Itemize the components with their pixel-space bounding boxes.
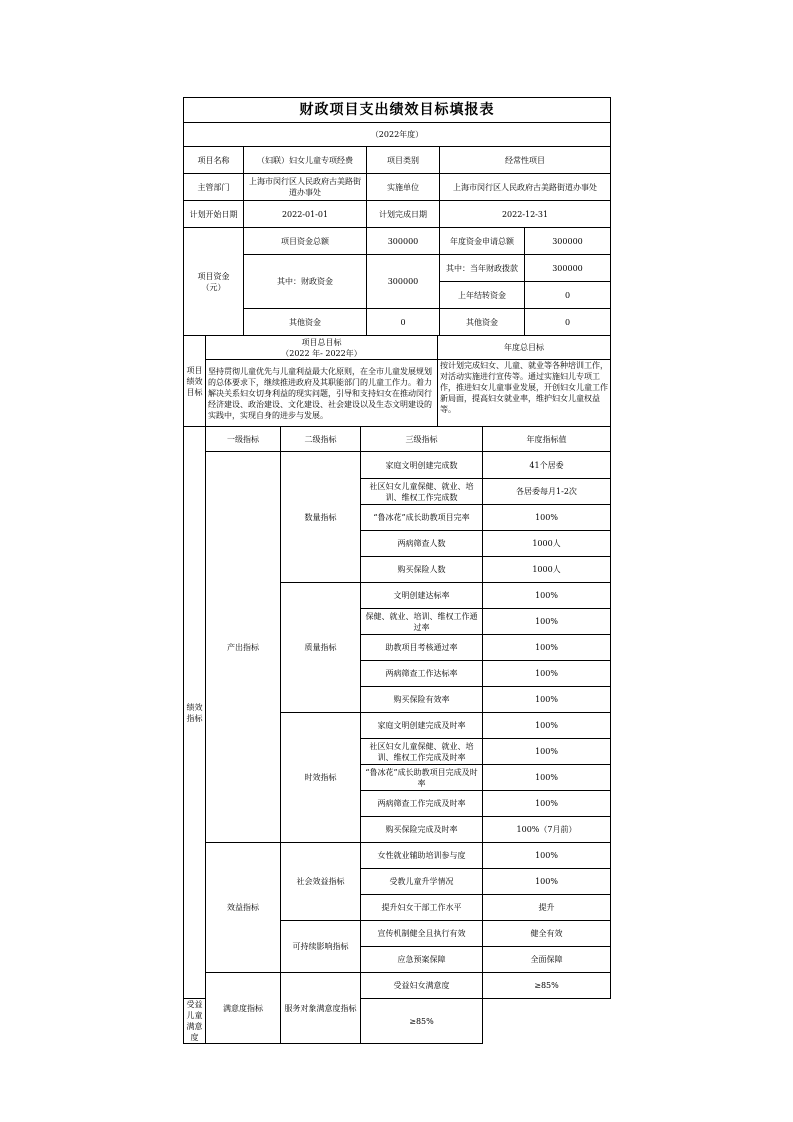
- quantity-indicator: 数量指标: [281, 452, 361, 583]
- form-year: （2022年度）: [184, 123, 611, 147]
- annual-goal-label: 年度总目标: [438, 336, 611, 360]
- impl: 上海市闵行区人民政府古美路街道办事处: [440, 174, 611, 201]
- carry-value: 0: [525, 282, 611, 309]
- performance-form: [183, 97, 610, 1044]
- satisfaction-indicator: 满意度指标: [206, 973, 281, 1044]
- current-value: 300000: [525, 255, 611, 282]
- indicator-value: ≥85%: [361, 999, 483, 1044]
- benefit-indicator: 效益指标: [206, 843, 281, 973]
- fiscal-label: 其中：财政资金: [244, 255, 367, 309]
- header-level1: 一级指标: [206, 427, 281, 452]
- info-table: [183, 97, 611, 336]
- indicator-name: 购买保险完成及时率: [361, 817, 483, 843]
- indicator-name: 购买保险有效率: [361, 687, 483, 713]
- indicator-name: 社区妇女儿童保健、就业、培训、维权工作完成数: [361, 479, 483, 505]
- overall-goal-label: 项目总目标: [301, 337, 342, 347]
- end-label: 计划完成日期: [367, 201, 440, 228]
- indicator-name: 家庭文明创建完成及时率: [361, 713, 483, 739]
- indicator-value: 100%: [483, 505, 611, 531]
- indicator-name: 文明创建达标率: [361, 583, 483, 609]
- indicator-value: 各居委每月1-2次: [483, 479, 611, 505]
- carry-label: 上年结转资金: [440, 282, 525, 309]
- indicator-value: 100%: [483, 609, 611, 635]
- overall-goal-header: [206, 336, 438, 360]
- annual-label: 年度资金申请总额: [440, 228, 525, 255]
- funds-label-text: 项目资金（元）: [197, 271, 230, 292]
- form-title: 财政项目支出绩效目标填报表: [184, 98, 611, 123]
- other-value: 0: [367, 309, 440, 336]
- indicator-value: 100%: [483, 635, 611, 661]
- indicator-name: 女性就业辅助培训参与度: [361, 843, 483, 869]
- indicator-value: 提升: [483, 895, 611, 921]
- header-level3: 三级指标: [361, 427, 483, 452]
- dept-label: 主管部门: [184, 174, 244, 201]
- category-label: 项目类别: [367, 147, 440, 174]
- indicator-value: 1000人: [483, 531, 611, 557]
- start-date: 2022-01-01: [244, 201, 367, 228]
- indicator-name: “鲁冰花”成长助教项目完成及时率: [361, 765, 483, 791]
- total-label: 项目资金总额: [244, 228, 367, 255]
- indicator-value: 100%: [483, 765, 611, 791]
- other2-value: 0: [525, 309, 611, 336]
- indicator-value: 100%: [483, 687, 611, 713]
- indicator-name: “鲁冰花”成长助教项目完率: [361, 505, 483, 531]
- indicator-value: 100%: [483, 791, 611, 817]
- project-name: （妇联）妇女儿童专项经费: [244, 147, 367, 174]
- output-indicator: 产出指标: [206, 452, 281, 843]
- timeliness-indicator: 时效指标: [281, 713, 361, 843]
- indicator-value: 全面保障: [483, 947, 611, 973]
- goals-label: 项目绩效目标: [184, 336, 206, 427]
- indicator-value: 1000人: [483, 557, 611, 583]
- sustain-indicator: 可持续影响指标: [281, 921, 361, 973]
- current-label: 其中：当年财政拨款: [440, 255, 525, 282]
- category: 经常性项目: [440, 147, 611, 174]
- goals-table: [183, 335, 611, 427]
- indicator-name: 提升妇女干部工作水平: [361, 895, 483, 921]
- indicators-table: [183, 426, 611, 1044]
- header-value: 年度指标值: [483, 427, 611, 452]
- project-name-label: 项目名称: [184, 147, 244, 174]
- end-date: 2022-12-31: [440, 201, 611, 228]
- overall-goal-text: 坚持贯彻儿童优先与儿童利益最大化原则，在全市儿童发展规划的总体要求下，继续推进政府及其职能部门的儿童工作力。着力解决关系妇女切身利益的现实问题，引导和支持妇女在推动闵行经济建设、政治建设、文化建设、社会建设以及生态文明建设的实践中，实现自身的进步与发展。: [206, 360, 438, 427]
- overall-goal-period: （2022 年- 2022年）: [281, 348, 362, 358]
- indicator-name: 购买保险人数: [361, 557, 483, 583]
- indicator-name: 受益妇女满意度: [361, 973, 483, 999]
- annual-value: 300000: [525, 228, 611, 255]
- indicator-value: 健全有效: [483, 921, 611, 947]
- indicator-name: 两病筛查工作达标率: [361, 661, 483, 687]
- total-value: 300000: [367, 228, 440, 255]
- indicator-name: 社区妇女儿童保健、就业、培训、维权工作完成及时率: [361, 739, 483, 765]
- indicator-value: 100%: [483, 661, 611, 687]
- indicator-value: ≥85%: [483, 973, 611, 999]
- indicator-value: 100%: [483, 869, 611, 895]
- indicator-name: 宣传机制健全且执行有效: [361, 921, 483, 947]
- indicators-label: 绩效指标: [184, 427, 206, 999]
- annual-goal-text: 按计划完成妇女、儿童、就业等各种培训工作，对活动实施进行宣传等。通过实施妇儿专项工作，推进妇女儿童事业发展，开创妇女儿童工作新局面，提高妇女就业率，维护妇女儿童权益等。: [438, 360, 611, 427]
- social-indicator: 社会效益指标: [281, 843, 361, 921]
- indicator-name: 受益儿童满意度: [184, 999, 206, 1044]
- indicator-name: 家庭文明创建完成数: [361, 452, 483, 479]
- start-label: 计划开始日期: [184, 201, 244, 228]
- dept: 上海市闵行区人民政府古美路街道办事处: [244, 174, 367, 201]
- indicator-value: 41个居委: [483, 452, 611, 479]
- indicator-value: 100%: [483, 713, 611, 739]
- indicator-value: 100%: [483, 583, 611, 609]
- impl-label: 实施单位: [367, 174, 440, 201]
- indicator-name: 受教儿童升学情况: [361, 869, 483, 895]
- indicator-name: 保健、就业、培训、维权工作通过率: [361, 609, 483, 635]
- indicator-value: 100%（7月前）: [483, 817, 611, 843]
- indicator-value: 100%: [483, 843, 611, 869]
- header-level2: 二级指标: [281, 427, 361, 452]
- quality-indicator: 质量指标: [281, 583, 361, 713]
- other2-label: 其他资金: [440, 309, 525, 336]
- indicator-name: 助教项目考核通过率: [361, 635, 483, 661]
- indicator-value: 100%: [483, 739, 611, 765]
- other-label: 其他资金: [244, 309, 367, 336]
- service-indicator: 服务对象满意度指标: [281, 973, 361, 1044]
- indicator-name: 应急预案保障: [361, 947, 483, 973]
- fiscal-value: 300000: [367, 255, 440, 309]
- indicator-name: 两病筛查工作完成及时率: [361, 791, 483, 817]
- indicator-name: 两病筛查人数: [361, 531, 483, 557]
- funds-label: [184, 228, 244, 336]
